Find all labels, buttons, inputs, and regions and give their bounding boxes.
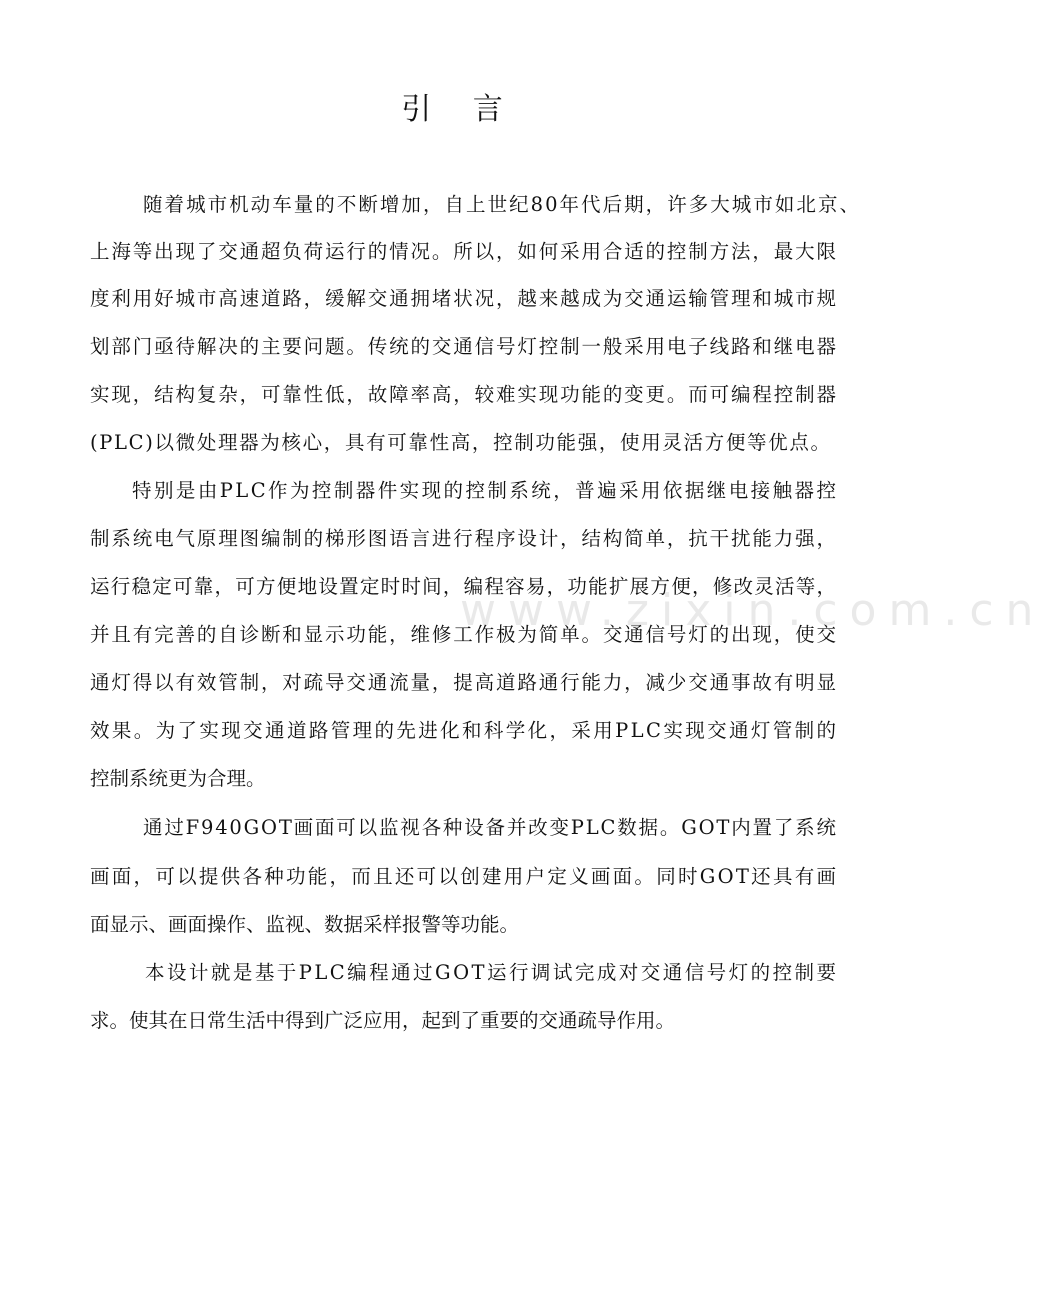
paragraph-line: 并且有完善的自诊断和显示功能，维修工作极为简单。交通信号灯的出现，使交: [90, 623, 838, 646]
paragraph-line: 制系统电气原理图编制的梯形图语言进行程序设计，结构简单，抗干扰能力强，: [90, 527, 838, 550]
page-title: 引 言: [401, 92, 519, 127]
paragraph-line: 控制系统更为合理。: [90, 767, 266, 790]
paragraph-line: 通灯得以有效管制，对疏导交通流量，提高道路通行能力，减少交通事故有明显: [90, 671, 838, 694]
paragraph-line: 运行稳定可靠，可方便地设置定时时间，编程容易，功能扩展方便，修改灵活等，: [90, 575, 838, 598]
paragraph-line: (PLC)以微处理器为核心，具有可靠性高，控制功能强，使用灵活方便等优点。: [90, 431, 832, 454]
paragraph-line: 效果。为了实现交通道路管理的先进化和科学化，采用PLC实现交通灯管制的: [90, 719, 839, 742]
paragraph-line: 求。使其在日常生活中得到广泛应用，起到了重要的交通疏导作用。: [90, 1009, 676, 1032]
paragraph-line: 通过F940GOT画面可以监视各种设备并改变PLC数据。GOT内置了系统: [143, 816, 838, 839]
paragraph-line: 本设计就是基于PLC编程通过GOT运行调试完成对交通信号灯的控制要: [145, 961, 839, 984]
paragraph-line: 上海等出现了交通超负荷运行的情况。所以，如何采用合适的控制方法，最大限: [90, 240, 838, 263]
paragraph-line: 划部门亟待解决的主要问题。传统的交通信号灯控制一般采用电子线路和继电器: [90, 335, 838, 358]
paragraph-line: 度利用好城市高速道路，缓解交通拥堵状况，越来越成为交通运输管理和城市规: [90, 287, 838, 310]
paragraph-line: 特别是由PLC作为控制器件实现的控制系统，普遍采用依据继电接触器控: [132, 479, 839, 502]
paragraph-line: 随着城市机动车量的不断增加，自上世纪80年代后期，许多大城市如北京、: [143, 193, 862, 216]
paragraph-line: 画面，可以提供各种功能，而且还可以创建用户定义画面。同时GOT还具有画: [90, 865, 839, 888]
paragraph-line: 面显示、画面操作、监视、数据采样报警等功能。: [90, 913, 520, 936]
paragraph-line: 实现，结构复杂，可靠性低，故障率高，较难实现功能的变更。而可编程控制器: [90, 383, 838, 406]
watermark: www.zixin.com.cn: [460, 585, 1045, 636]
